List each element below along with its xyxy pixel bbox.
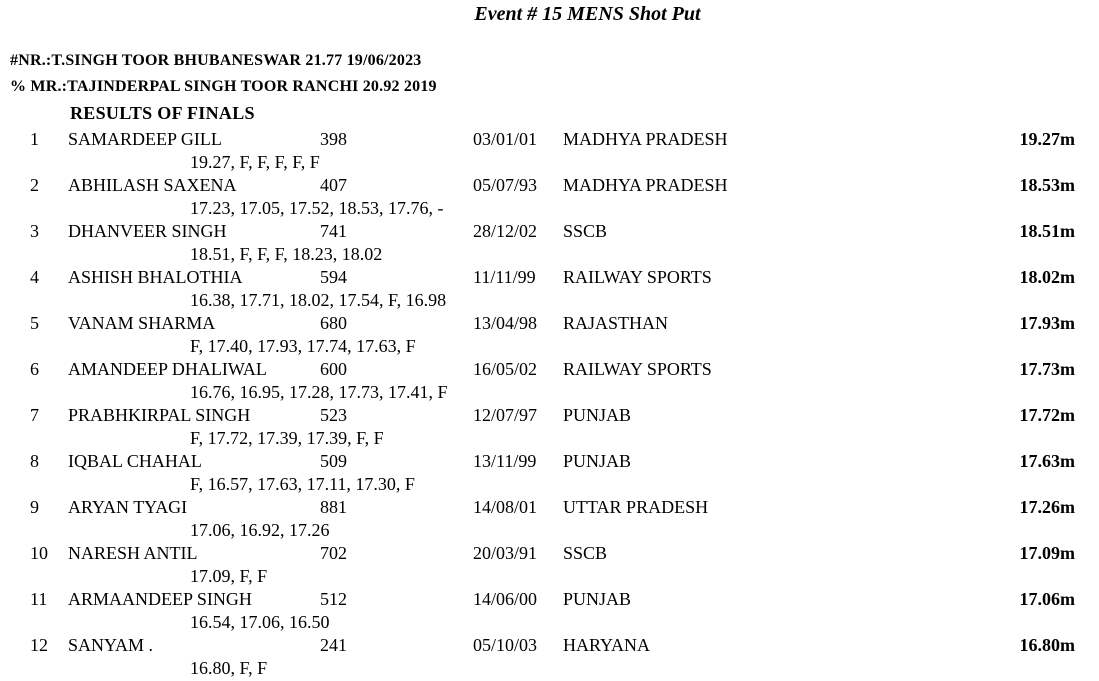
athlete-name: SANYAM .	[68, 635, 154, 655]
athlete-name: VANAM SHARMA	[68, 313, 216, 333]
team-name: RAILWAY SPORTS	[563, 267, 712, 287]
team-name: RAILWAY SPORTS	[563, 359, 712, 379]
result-row	[0, 404, 1099, 450]
attempt-series: F, 17.40, 17.93, 17.74, 17.63, F	[190, 336, 416, 356]
attempt-series: 17.06, 16.92, 17.26	[190, 520, 330, 540]
rank: 12	[30, 635, 48, 655]
result-row-main-line	[0, 450, 1099, 473]
bib-number: 407	[320, 175, 347, 195]
attempt-series: F, 17.72, 17.39, 17.39, F, F	[190, 428, 384, 448]
rank: 10	[30, 543, 48, 563]
attempt-series: 16.38, 17.71, 18.02, 17.54, F, 16.98	[190, 290, 447, 310]
bib-number: 509	[320, 451, 347, 471]
team-name: MADHYA PRADESH	[563, 175, 728, 195]
best-mark: 17.06m	[1019, 589, 1075, 609]
bib-number: 512	[320, 589, 347, 609]
athlete-name: SAMARDEEP GILL	[68, 129, 222, 149]
results-list	[0, 128, 1099, 680]
rank: 7	[30, 405, 39, 425]
rank: 1	[30, 129, 39, 149]
attempt-series: 19.27, F, F, F, F, F	[190, 152, 320, 172]
result-row-main-line	[0, 496, 1099, 519]
result-row	[0, 542, 1099, 588]
result-row-main-line	[0, 128, 1099, 151]
date-of-birth: 13/04/98	[473, 313, 538, 333]
athlete-name: ABHILASH SAXENA	[68, 175, 237, 195]
bib-number: 881	[320, 497, 347, 517]
date-of-birth: 03/01/01	[473, 129, 538, 149]
team-name: UTTAR PRADESH	[563, 497, 709, 517]
rank: 2	[30, 175, 39, 195]
rank: 11	[30, 589, 48, 609]
rank: 8	[30, 451, 39, 471]
bib-number: 523	[320, 405, 347, 425]
rank: 3	[30, 221, 39, 241]
date-of-birth: 11/11/99	[473, 267, 536, 287]
bib-number: 600	[320, 359, 347, 379]
rank: 9	[30, 497, 39, 517]
athlete-name: NARESH ANTIL	[68, 543, 198, 563]
meet-record-line: % MR.:TAJINDERPAL SINGH TOOR RANCHI 20.92 2019	[10, 78, 437, 95]
best-mark: 17.09m	[1019, 543, 1075, 563]
best-mark: 17.73m	[1019, 359, 1075, 379]
date-of-birth: 05/10/03	[473, 635, 538, 655]
attempt-series: 16.80, F, F	[190, 658, 268, 678]
date-of-birth: 12/07/97	[473, 405, 538, 425]
bib-number: 241	[320, 635, 347, 655]
athlete-name: PRABHKIRPAL SINGH	[68, 405, 251, 425]
result-row	[0, 266, 1099, 312]
team-name: SSCB	[563, 543, 608, 563]
athlete-name: ASHISH BHALOTHIA	[68, 267, 243, 287]
athlete-name: DHANVEER SINGH	[68, 221, 227, 241]
national-record-line: #NR.:T.SINGH TOOR BHUBANESWAR 21.77 19/06/2023	[10, 52, 422, 69]
result-row-main-line	[0, 588, 1099, 611]
rank: 4	[30, 267, 39, 287]
bib-number: 594	[320, 267, 347, 287]
rank: 6	[30, 359, 39, 379]
attempt-series: 18.51, F, F, F, 18.23, 18.02	[190, 244, 383, 264]
result-row-main-line	[0, 220, 1099, 243]
result-row	[0, 588, 1099, 634]
result-row-main-line	[0, 174, 1099, 197]
best-mark: 16.80m	[1019, 635, 1075, 655]
date-of-birth: 28/12/02	[473, 221, 538, 241]
result-row-main-line	[0, 542, 1099, 565]
bib-number: 680	[320, 313, 347, 333]
records-block	[10, 48, 1099, 100]
athlete-name: ARYAN TYAGI	[68, 497, 188, 517]
date-of-birth: 14/06/00	[473, 589, 538, 609]
result-row-main-line	[0, 358, 1099, 381]
team-name: RAJASTHAN	[563, 313, 669, 333]
best-mark: 17.26m	[1019, 497, 1075, 517]
date-of-birth: 14/08/01	[473, 497, 538, 517]
team-name: SSCB	[563, 221, 608, 241]
result-row	[0, 634, 1099, 680]
athlete-name: AMANDEEP DHALIWAL	[68, 359, 267, 379]
bib-number: 702	[320, 543, 347, 563]
result-row	[0, 496, 1099, 542]
date-of-birth: 16/05/02	[473, 359, 538, 379]
result-row	[0, 128, 1099, 174]
attempt-series: 17.23, 17.05, 17.52, 18.53, 17.76, -	[190, 198, 444, 218]
bib-number: 398	[320, 129, 347, 149]
best-mark: 17.63m	[1019, 451, 1075, 471]
team-name: PUNJAB	[563, 589, 632, 609]
result-row-main-line	[0, 266, 1099, 289]
result-row	[0, 450, 1099, 496]
attempt-series: 17.09, F, F	[190, 566, 268, 586]
rank: 5	[30, 313, 39, 333]
result-row	[0, 174, 1099, 220]
event-title: Event # 15 MENS Shot Put	[474, 3, 701, 25]
result-row	[0, 358, 1099, 404]
best-mark: 17.93m	[1019, 313, 1075, 333]
result-row	[0, 220, 1099, 266]
result-row	[0, 312, 1099, 358]
athlete-name: ARMAANDEEP SINGH	[68, 589, 252, 609]
result-row-main-line	[0, 312, 1099, 335]
attempt-series: F, 16.57, 17.63, 17.11, 17.30, F	[190, 474, 415, 494]
result-row-main-line	[0, 404, 1099, 427]
best-mark: 17.72m	[1019, 405, 1075, 425]
attempt-series: 16.54, 17.06, 16.50	[190, 612, 330, 632]
team-name: HARYANA	[563, 635, 651, 655]
best-mark: 18.51m	[1019, 221, 1075, 241]
best-mark: 19.27m	[1019, 129, 1075, 149]
best-mark: 18.02m	[1019, 267, 1075, 287]
date-of-birth: 20/03/91	[473, 543, 538, 563]
date-of-birth: 13/11/99	[473, 451, 537, 471]
result-row-main-line	[0, 634, 1099, 657]
athlete-name: IQBAL CHAHAL	[68, 451, 202, 471]
attempt-series: 16.76, 16.95, 17.28, 17.73, 17.41, F	[190, 382, 448, 402]
bib-number: 741	[320, 221, 347, 241]
date-of-birth: 05/07/93	[473, 175, 538, 195]
team-name: PUNJAB	[563, 451, 632, 471]
team-name: PUNJAB	[563, 405, 632, 425]
section-heading: RESULTS OF FINALS	[70, 103, 255, 123]
best-mark: 18.53m	[1019, 175, 1075, 195]
team-name: MADHYA PRADESH	[563, 129, 728, 149]
